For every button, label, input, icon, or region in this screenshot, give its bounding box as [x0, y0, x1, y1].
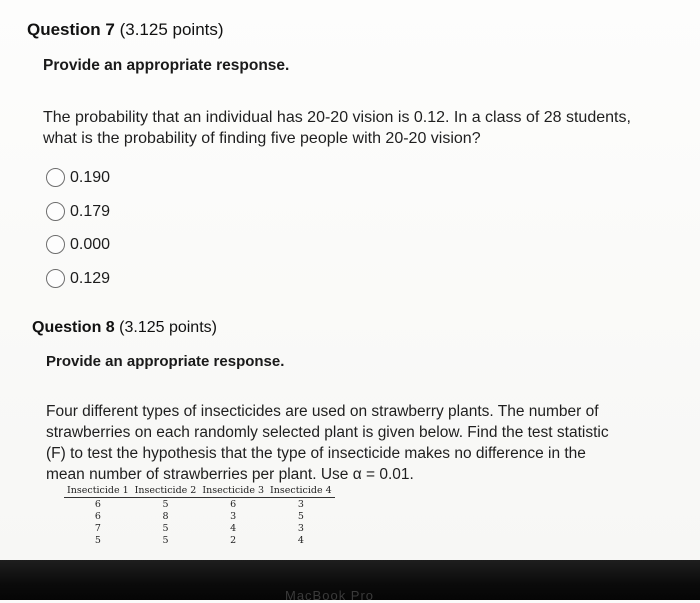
device-label: MacBook Pro	[285, 588, 375, 603]
question-7-prompt-line: The probability that an individual has 20-20 vision is 0.12. In a class of 28 students,	[43, 109, 631, 126]
table-row	[64, 510, 335, 522]
table-cell: 5	[162, 534, 169, 546]
table-cell: 3	[230, 510, 237, 522]
table-cell: 3	[297, 522, 304, 534]
insecticide-data-table	[64, 485, 335, 546]
question-7-option-1[interactable]	[46, 168, 110, 187]
table-header-cell: Insecticide 4	[267, 485, 335, 498]
table-cell: 4	[230, 522, 237, 534]
radio-button[interactable]	[46, 168, 65, 187]
table-cell: 5	[162, 498, 169, 510]
question-8-number: Question 8	[32, 319, 115, 336]
table-cell: 4	[297, 534, 304, 546]
question-7-prompt	[43, 107, 631, 149]
table-header-cell: Insecticide 2	[132, 485, 200, 498]
table-cell: 6	[94, 510, 101, 522]
table-cell: 5	[162, 522, 169, 534]
table-header-cell: Insecticide 1	[64, 485, 132, 498]
radio-button[interactable]	[46, 202, 65, 221]
radio-button[interactable]	[46, 235, 65, 254]
question-8-prompt	[46, 401, 609, 485]
table-row	[64, 522, 335, 534]
table-cell: 6	[94, 498, 101, 510]
question-7-option-3[interactable]	[46, 235, 110, 254]
table-row	[64, 534, 335, 546]
question-7-header	[27, 20, 224, 40]
radio-button[interactable]	[46, 269, 65, 288]
question-7-points: (3.125 points)	[119, 20, 224, 39]
table-cell: 2	[230, 534, 237, 546]
table-cell: 8	[162, 510, 169, 522]
question-8-points: (3.125 points)	[119, 319, 217, 336]
table-header-cell: Insecticide 3	[199, 485, 267, 498]
option-label: 0.129	[70, 269, 111, 287]
option-label: 0.190	[70, 168, 111, 186]
question-8-prompt-line: (F) to test the hypothesis that the type of insecticide makes no difference in the	[46, 445, 586, 462]
option-label: 0.000	[70, 235, 111, 253]
question-7-option-4[interactable]	[46, 269, 110, 288]
table-cell: 6	[230, 498, 237, 510]
option-label: 0.179	[70, 202, 111, 220]
question-7-prompt-line: what is the probability of finding five people with 20-20 vision?	[43, 130, 481, 147]
question-8-prompt-line: strawberries on each randomly selected plant is given below. Find the test statistic	[46, 424, 609, 441]
table-header-row	[64, 485, 335, 498]
table-row	[64, 498, 335, 511]
table-cell: 7	[94, 522, 101, 534]
question-8-header	[32, 319, 217, 337]
question-8-instruction: Provide an appropriate response.	[46, 353, 285, 370]
table-cell: 3	[297, 498, 304, 510]
table-cell: 5	[94, 534, 101, 546]
table-cell: 5	[297, 510, 304, 522]
question-7-number: Question 7	[27, 20, 115, 39]
question-8-prompt-line: Four different types of insecticides are used on strawberry plants. The number of	[46, 403, 599, 420]
question-8-prompt-line: mean number of strawberries per plant. Use α = 0.01.	[46, 466, 414, 483]
question-7-instruction: Provide an appropriate response.	[43, 57, 290, 74]
question-7-option-2[interactable]	[46, 202, 110, 221]
